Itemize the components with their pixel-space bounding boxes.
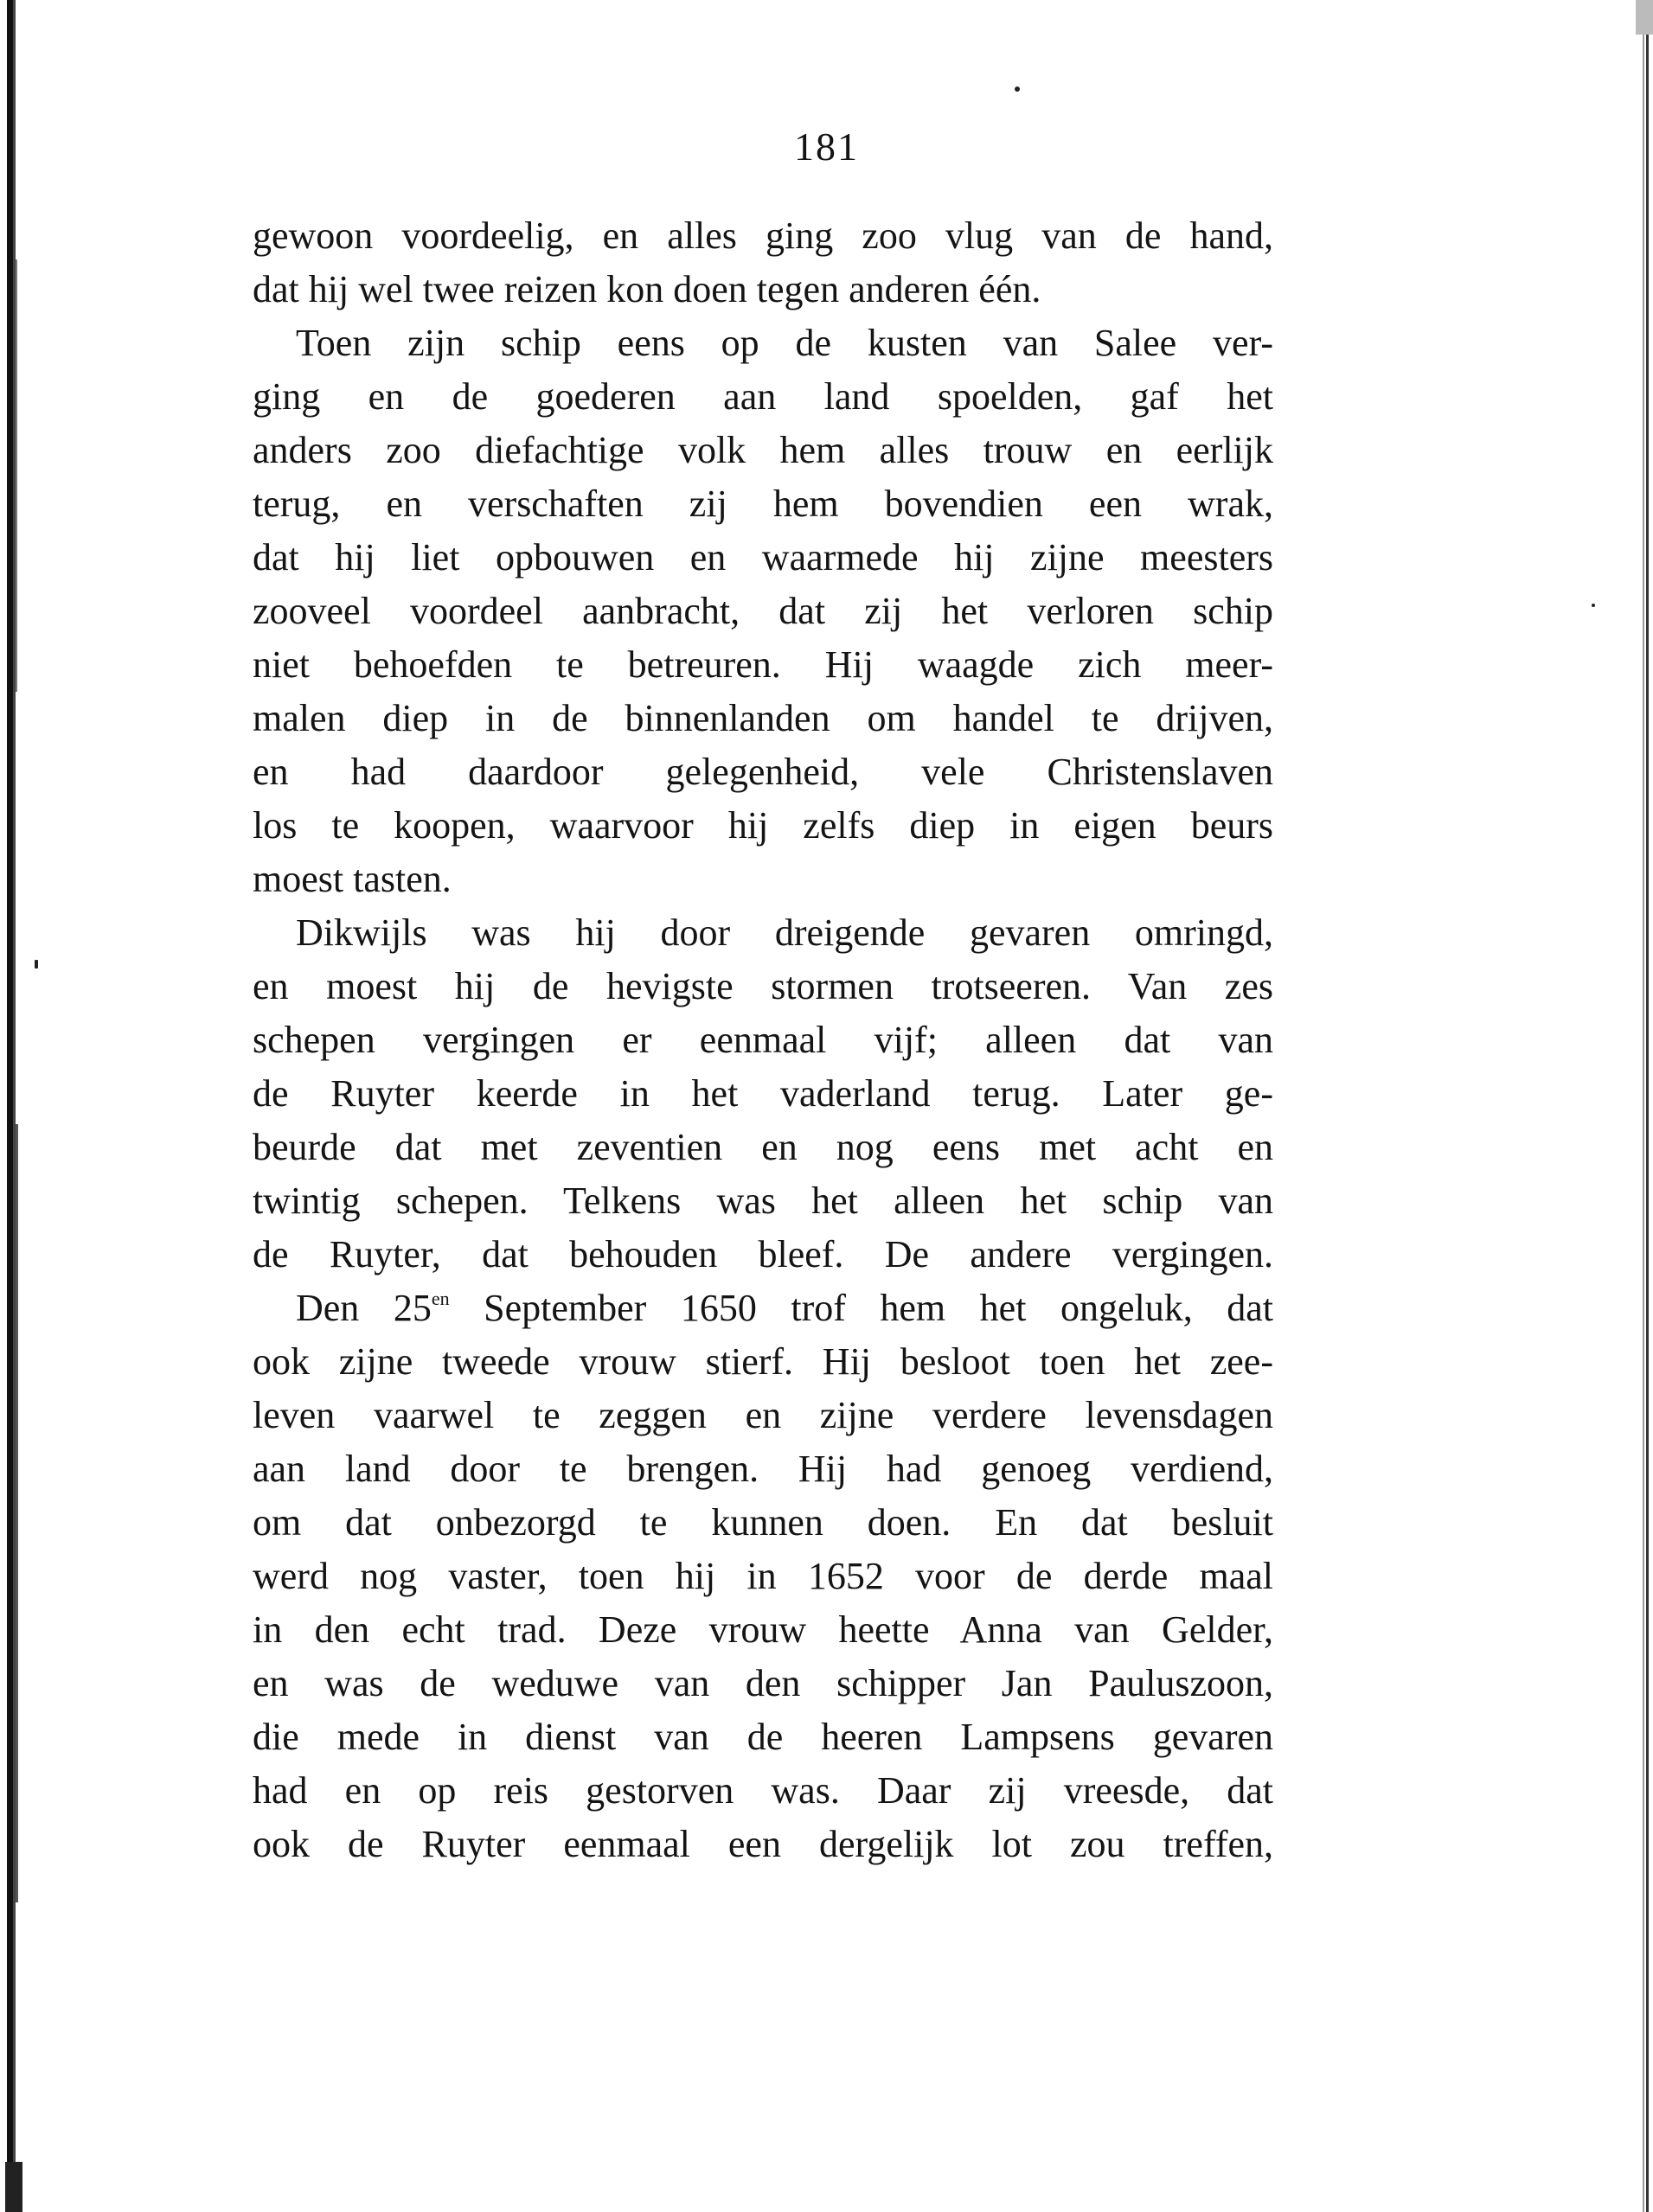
scan-speck (1015, 86, 1020, 92)
text-line: anders zoo diefachtige volk hem alles trouw en eerlijk (253, 429, 1273, 471)
text-line: en was de weduwe van den schipper Jan Pauluszoon, (253, 1662, 1273, 1704)
body-text (253, 209, 1273, 1871)
text-line: Toen zijn schip eens op de kusten van Salee ver- (296, 322, 1273, 364)
text-line: de Ruyter, dat behouden bleef. De andere vergingen. (253, 1233, 1273, 1275)
scan-border-left (5, 0, 26, 2212)
text-line: had en op reis gestorven was. Daar zij vreesde, dat (253, 1769, 1273, 1812)
text-line: om dat onbezorgd te kunnen doen. En dat besluit (253, 1501, 1273, 1544)
superscript: en (431, 1288, 450, 1309)
text-line: twintig schepen. Telkens was het alleen het schip van (253, 1180, 1273, 1222)
text-line-with-superscript (253, 1282, 1273, 1335)
text-line: die mede in dienst van de heeren Lampsens gevaren (253, 1716, 1273, 1758)
page-number: 181 (794, 125, 859, 169)
text-line: in den echt trad. Deze vrouw heette Anna van Gelder, (253, 1608, 1273, 1651)
paragraph-1 (253, 209, 1273, 316)
text-line: Dikwijls was hij door dreigende gevaren omringd, (296, 911, 1273, 954)
paragraph-2 (253, 316, 1273, 906)
text-line: dat hij wel twee reizen kon doen tegen anderen één. (253, 268, 1041, 310)
text-fragment: Den 25 (296, 1287, 432, 1329)
paragraph-3 (253, 906, 1273, 1282)
text-line: ook zijne tweede vrouw stierf. Hij besloot toen het zee- (253, 1340, 1273, 1383)
text-line: schepen vergingen er eenmaal vijf; alleen dat van (253, 1019, 1273, 1061)
text-line: moest tasten. (253, 858, 452, 900)
scan-border-right (1624, 0, 1653, 2212)
text-fragment: September 1650 trof hem het ongeluk, dat (449, 1287, 1273, 1329)
text-line: gewoon voordeelig, en alles ging zoo vlug van de hand, (253, 214, 1273, 257)
text-line: werd nog vaster, toen hij in 1652 voor de derde maal (253, 1555, 1273, 1597)
text-line: beurde dat met zeventien en nog eens met acht en (253, 1126, 1273, 1168)
text-line: los te koopen, waarvoor hij zelfs diep in eigen beurs (253, 804, 1273, 847)
paragraph-4 (253, 1282, 1273, 1871)
text-line: ging en de goederen aan land spoelden, gaf het (253, 375, 1273, 418)
text-line: niet behoefden te betreuren. Hij waagde zich meer- (253, 643, 1273, 686)
text-line: de Ruyter keerde in het vaderland terug. Later ge- (253, 1072, 1273, 1115)
text-line: zooveel voordeel aanbracht, dat zij het verloren schip (253, 590, 1273, 632)
text-line: en had daardoor gelegenheid, vele Christenslaven (253, 751, 1273, 793)
text-line: terug, en verschaften zij hem bovendien een wrak, (253, 483, 1273, 525)
text-line: leven vaarwel te zeggen en zijne verdere levensdagen (253, 1394, 1273, 1436)
scan-speck (1592, 604, 1595, 607)
text-line: en moest hij de hevigste stormen trotseeren. Van zes (253, 965, 1273, 1007)
scan-speck (35, 960, 38, 969)
text-line: ook de Ruyter eenmaal een dergelijk lot zou treffen, (253, 1823, 1273, 1865)
text-line: malen diep in de binnenlanden om handel te drijven, (253, 697, 1273, 739)
text-line: dat hij liet opbouwen en waarmede hij zijne meesters (253, 536, 1273, 579)
text-line: aan land door te brengen. Hij had genoeg verdiend, (253, 1448, 1273, 1490)
